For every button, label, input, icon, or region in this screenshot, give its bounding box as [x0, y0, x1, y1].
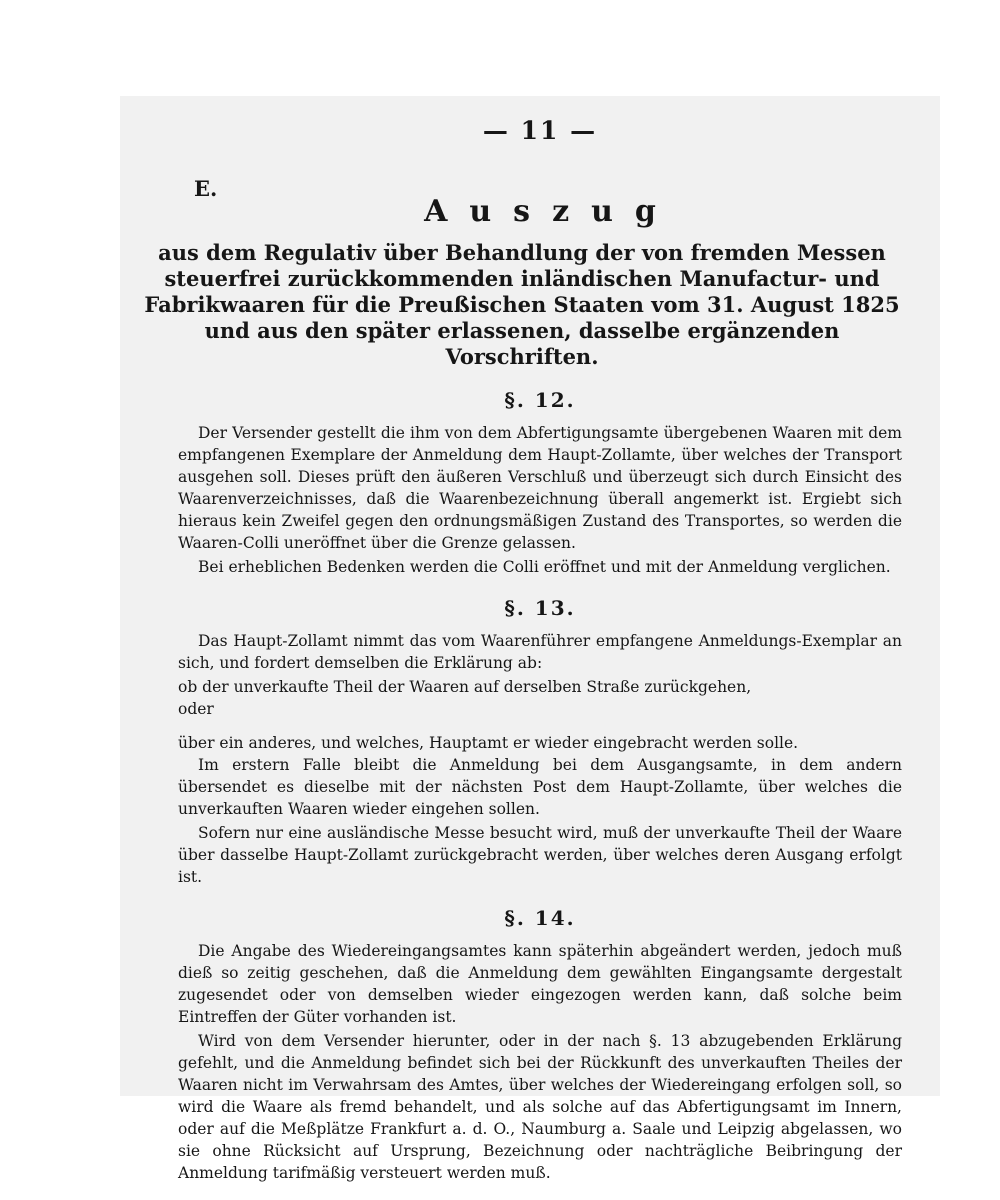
- section-12-paragraph-2: Bei erheblichen Bedenken werden die Colli eröffnet und mit der Anmeldung verglichen.: [198, 558, 891, 576]
- header-row: [178, 150, 902, 229]
- document-heading: Auszug: [424, 194, 678, 229]
- section-13-title: §. 13.: [504, 596, 576, 620]
- section-13-paragraph-3: Sofern nur eine ausländische Messe besucht wird, muß der unverkaufte Theil der Waare über dasselbe Haupt-Zollamt zurückgebracht werden, über welches deren Ausgang erfolgt ist.: [178, 824, 902, 886]
- section-13-option-1: ob der unverkaufte Theil der Waaren auf derselben Straße zurückgehen,: [178, 678, 752, 696]
- section-12-title: §. 12.: [504, 388, 576, 412]
- section-14-paragraph-2: Wird von dem Versender hierunter, oder in der nach §. 13 abzugebenden Erklärung gefehlt, und die Anmeldung befindet sich bei der Rückkunft des unverkauften Theiles der Waaren nicht im Verwahrsam des Amtes, über welches der Wiedereingang erfolgen soll, so wird die Waare als fremd behandelt, und als solche auf das Abfertigungsamt im Innern, oder auf die Meßplätze Frankfurt a. d. O., Naumburg a. Saale und Leipzig abgelassen, wo sie ohne Rücksicht auf Ursprung, Bezeichnung oder nachträgliche Beibringung der Anmeldung tarifmäßig versteuert werden muß.: [178, 1032, 902, 1182]
- section-14-title: §. 14.: [504, 906, 576, 930]
- page-number: — 11 —: [482, 116, 598, 145]
- section-14-paragraph-1: Die Angabe des Wiedereingangsamtes kann späterhin abgeändert werden, jedoch muß dieß so zeitig geschehen, daß die Anmeldung dem gewählten Eingangsamte dergestalt zugesendet oder von demselben wieder eingezogen werden kann, daß solche beim Eintreffen der Güter vorhanden ist.: [178, 942, 902, 1026]
- section-13-paragraph-2: Im erstern Falle bleibt die Anmeldung bei dem Ausgangsamte, in dem andern übersendet es dieselbe mit der nächsten Post dem Haupt-Zollamte, über welches die unverkauften Waaren wieder eingehen sollen.: [178, 756, 902, 818]
- section-13-option-2: über ein anderes, und welches, Hauptamt er wieder eingebracht werden solle.: [178, 734, 799, 752]
- appendix-letter: E.: [194, 176, 218, 201]
- section-12-paragraph-1: Der Versender gestellt die ihm von dem Abfertigungsamte übergebenen Waaren mit dem empfangenen Exemplare der Anmeldung dem Haupt-Zollamte, über welches der Transport ausgehen soll. Dieses prüft den äußeren Verschluß und überzeugt sich durch Einsicht des Waarenverzeichnisses, daß die Waarenbezeichnung überall angemerkt ist. Ergiebt sich hieraus kein Zweifel gegen den ordnungsmäßigen Zustand des Transportes, so werden die Waaren-Colli uneröffnet über die Grenze gelassen.: [178, 424, 902, 552]
- section-13-paragraph-1: Das Haupt-Zollamt nimmt das vom Waarenführer empfangene Anmeldungs-Exemplar an sich, und fordert demselben die Erklärung ab:: [178, 632, 902, 672]
- section-13-or: oder: [178, 700, 214, 718]
- document-subheading: aus dem Regulativ über Behandlung der von fremden Messen steuerfrei zurückkommenden inländischen Manufactur- und Fabrikwaaren für die Preußischen Staaten vom 31. August 1825 und aus den später erlassenen, dasselbe ergänzenden Vorschriften.: [144, 240, 900, 369]
- document-body: [144, 110, 902, 1186]
